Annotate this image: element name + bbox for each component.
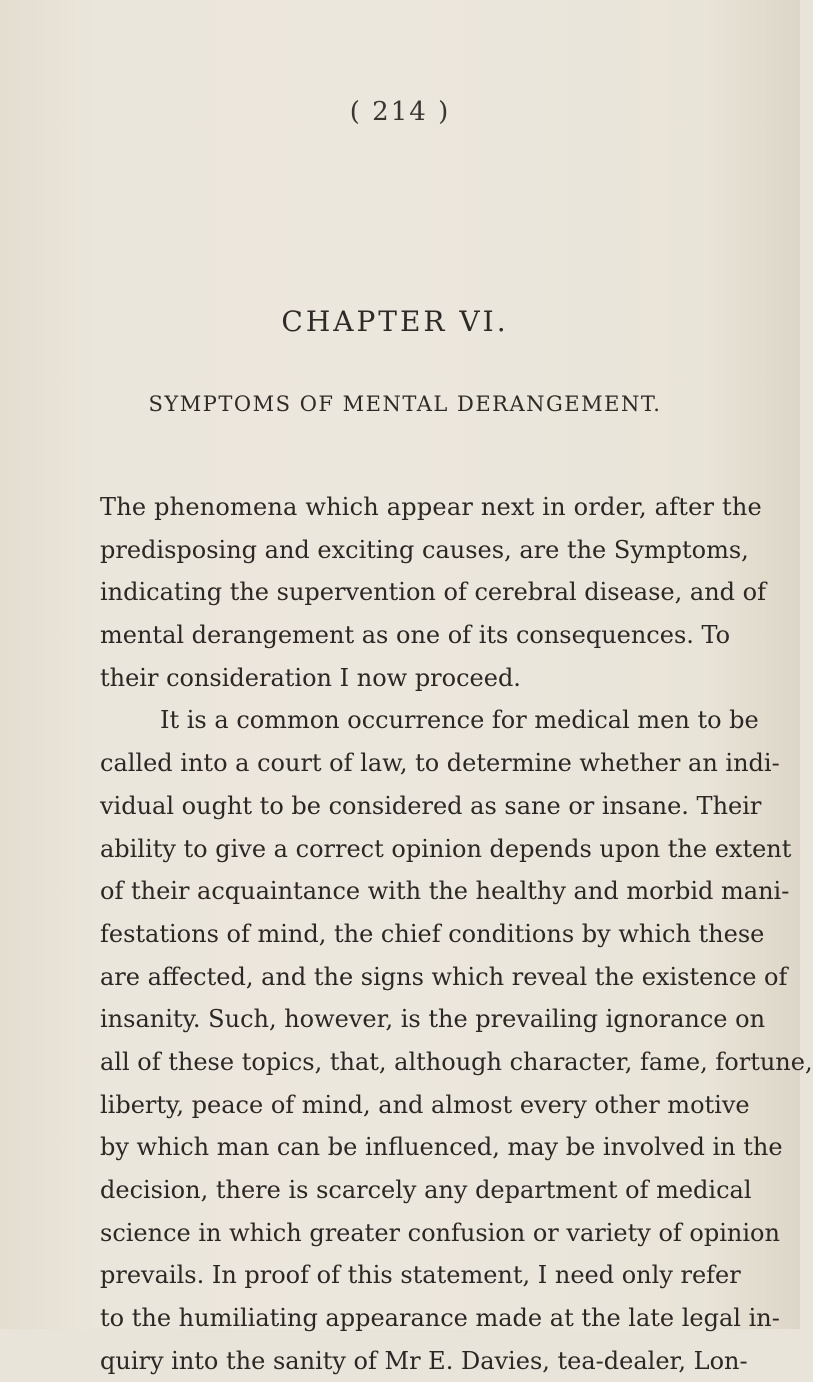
text-line: by which man can be influenced, may be involved in the (100, 1133, 783, 1162)
text-line: liberty, peace of mind, and almost every other motive (100, 1090, 750, 1119)
section-title: SYMPTOMS OF MENTAL DERANGEMENT. (148, 392, 662, 416)
paragraph-1 (100, 486, 766, 699)
text-line: indicating the supervention of cerebral disease, and of (100, 578, 766, 607)
text-line: are affected, and the signs which reveal the existence of (100, 962, 788, 991)
text-line: predisposing and exciting causes, are the Symptoms, (100, 535, 749, 564)
chapter-heading: CHAPTER VI. (281, 305, 509, 338)
text-line: decision, there is scarcely any department of medical (100, 1176, 752, 1204)
text-line: of their acquaintance with the healthy and morbid mani- (100, 877, 790, 906)
text-line: vidual ought to be considered as sane or insane. Their (100, 791, 762, 820)
text-line: quiry into the sanity of Mr E. Davies, tea-dealer, Lon- (100, 1346, 748, 1375)
text-line: called into a court of law, to determine whether an indi- (100, 749, 780, 778)
text-line: festations of mind, the chief conditions by which these (100, 919, 765, 948)
text-line: their consideration I now proceed. (100, 663, 521, 692)
text-line: It is a common occurrence for medical men to be (160, 706, 759, 735)
text-line: to the humiliating appearance made at the late legal in- (100, 1304, 780, 1333)
page-number: ( 214 ) (349, 97, 451, 127)
text-line: The phenomena which appear next in order, after the (100, 493, 762, 521)
text-line: insanity. Such, however, is the prevailing ignorance on (100, 1005, 766, 1034)
text-line: prevails. In proof of this statement, I need only refer (100, 1261, 741, 1290)
paragraph-2 (100, 699, 813, 1382)
text-line: ability to give a correct opinion depends upon the extent (100, 834, 792, 863)
text-line: science in which greater confusion or variety of opinion (100, 1218, 780, 1247)
body-text (100, 486, 813, 1382)
text-line: mental derangement as one of its consequences. To (100, 621, 731, 650)
text-line: all of these topics, that, although character, fame, fortune, (100, 1047, 813, 1076)
